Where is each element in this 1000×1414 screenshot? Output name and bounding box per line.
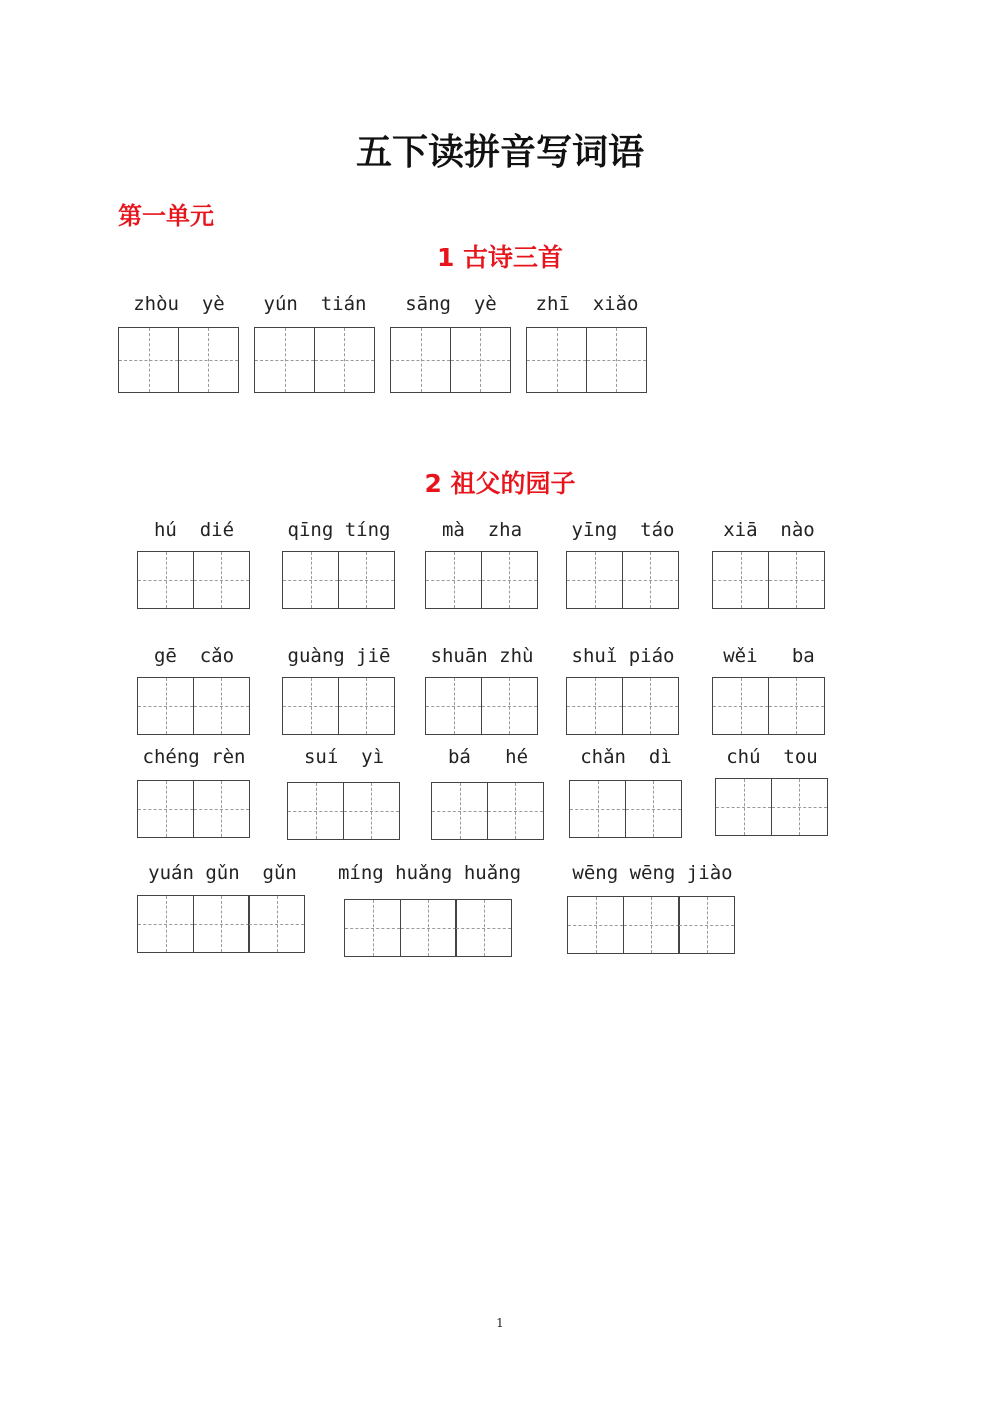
- writing-grid: [287, 782, 400, 840]
- tianzige-cell[interactable]: [450, 327, 511, 393]
- tianzige-cell[interactable]: [137, 895, 194, 953]
- writing-grid: [712, 677, 825, 735]
- writing-grid: [137, 895, 305, 953]
- pinyin-label: chéng rèn: [142, 746, 246, 768]
- writing-grid: [712, 551, 825, 609]
- pinyin-label: zhī xiǎo: [535, 293, 639, 315]
- tianzige-cell[interactable]: [390, 327, 451, 393]
- tianzige-cell[interactable]: [193, 677, 250, 735]
- tianzige-cell[interactable]: [118, 327, 179, 393]
- tianzige-cell[interactable]: [178, 327, 239, 393]
- pinyin-label: hú dié: [153, 519, 235, 541]
- pinyin-label: shuān zhù: [430, 645, 534, 667]
- tianzige-cell[interactable]: [431, 782, 488, 840]
- page-title: 五下读拼音写词语: [355, 132, 644, 173]
- pinyin-label: chǎn dì: [580, 746, 672, 768]
- tianzige-cell[interactable]: [566, 677, 623, 735]
- tianzige-cell[interactable]: [712, 677, 769, 735]
- writing-grid: [566, 677, 679, 735]
- tianzige-cell[interactable]: [455, 899, 512, 957]
- writing-grid: [137, 677, 250, 735]
- tianzige-cell[interactable]: [569, 780, 626, 838]
- tianzige-cell[interactable]: [282, 677, 339, 735]
- pinyin-label: yuán gǔn gǔn: [148, 862, 297, 884]
- pinyin-label: zhòu yè: [133, 293, 225, 315]
- tianzige-cell[interactable]: [137, 551, 194, 609]
- pinyin-label: guàng jiē: [287, 645, 391, 667]
- pinyin-label: shuǐ piáo: [571, 645, 675, 667]
- tianzige-cell[interactable]: [567, 896, 624, 954]
- pinyin-label: yīng táo: [571, 519, 675, 541]
- tianzige-cell[interactable]: [622, 551, 679, 609]
- writing-grid: [425, 677, 538, 735]
- tianzige-cell[interactable]: [193, 895, 250, 953]
- unit-heading: 第一单元: [118, 202, 214, 230]
- writing-grid: [254, 327, 375, 393]
- tianzige-cell[interactable]: [137, 780, 194, 838]
- writing-grid: [566, 551, 679, 609]
- tianzige-cell[interactable]: [287, 782, 344, 840]
- pinyin-label: chú tou: [726, 746, 818, 768]
- writing-grid: [390, 327, 511, 393]
- tianzige-cell[interactable]: [193, 551, 250, 609]
- tianzige-cell[interactable]: [338, 677, 395, 735]
- writing-grid: [526, 327, 647, 393]
- tianzige-cell[interactable]: [768, 677, 825, 735]
- tianzige-cell[interactable]: [137, 677, 194, 735]
- pinyin-label: xiā nào: [723, 519, 815, 541]
- pinyin-label: suí yì: [303, 746, 385, 768]
- writing-grid: [137, 551, 250, 609]
- tianzige-cell[interactable]: [282, 551, 339, 609]
- tianzige-cell[interactable]: [622, 677, 679, 735]
- tianzige-cell[interactable]: [425, 677, 482, 735]
- tianzige-cell[interactable]: [248, 895, 305, 953]
- tianzige-cell[interactable]: [338, 551, 395, 609]
- tianzige-cell[interactable]: [586, 327, 647, 393]
- writing-grid: [282, 677, 395, 735]
- writing-grid: [431, 782, 544, 840]
- tianzige-cell[interactable]: [314, 327, 375, 393]
- tianzige-cell[interactable]: [481, 551, 538, 609]
- pinyin-label: yún tián: [263, 293, 367, 315]
- pinyin-label: mà zha: [441, 519, 523, 541]
- tianzige-cell[interactable]: [625, 780, 682, 838]
- tianzige-cell[interactable]: [623, 896, 680, 954]
- pinyin-label: sāng yè: [405, 293, 497, 315]
- writing-grid: [118, 327, 239, 393]
- pinyin-label: qīng tíng: [287, 519, 391, 541]
- writing-grid: [137, 780, 250, 838]
- writing-grid: [282, 551, 395, 609]
- writing-grid: [344, 899, 512, 957]
- tianzige-cell[interactable]: [344, 899, 401, 957]
- tianzige-cell[interactable]: [400, 899, 457, 957]
- tianzige-cell[interactable]: [712, 551, 769, 609]
- pinyin-label: bá hé: [447, 746, 529, 768]
- tianzige-cell[interactable]: [254, 327, 315, 393]
- tianzige-cell[interactable]: [343, 782, 400, 840]
- tianzige-cell[interactable]: [715, 778, 772, 836]
- pinyin-label: wēng wēng jiào: [572, 862, 733, 884]
- tianzige-cell[interactable]: [425, 551, 482, 609]
- tianzige-cell[interactable]: [193, 780, 250, 838]
- tianzige-cell[interactable]: [526, 327, 587, 393]
- writing-grid: [715, 778, 828, 836]
- tianzige-cell[interactable]: [481, 677, 538, 735]
- pinyin-label: gē cǎo: [153, 645, 235, 667]
- pinyin-label: wěi ba: [723, 645, 815, 667]
- lesson-heading-1: 1 古诗三首: [436, 243, 564, 272]
- tianzige-cell[interactable]: [678, 896, 735, 954]
- tianzige-cell[interactable]: [566, 551, 623, 609]
- writing-grid: [567, 896, 735, 954]
- lesson-heading-2: 2 祖父的园子: [424, 469, 576, 498]
- page-number: 1: [496, 1316, 504, 1330]
- writing-grid: [569, 780, 682, 838]
- tianzige-cell[interactable]: [487, 782, 544, 840]
- writing-grid: [425, 551, 538, 609]
- tianzige-cell[interactable]: [771, 778, 828, 836]
- tianzige-cell[interactable]: [768, 551, 825, 609]
- pinyin-label: míng huǎng huǎng: [337, 862, 522, 884]
